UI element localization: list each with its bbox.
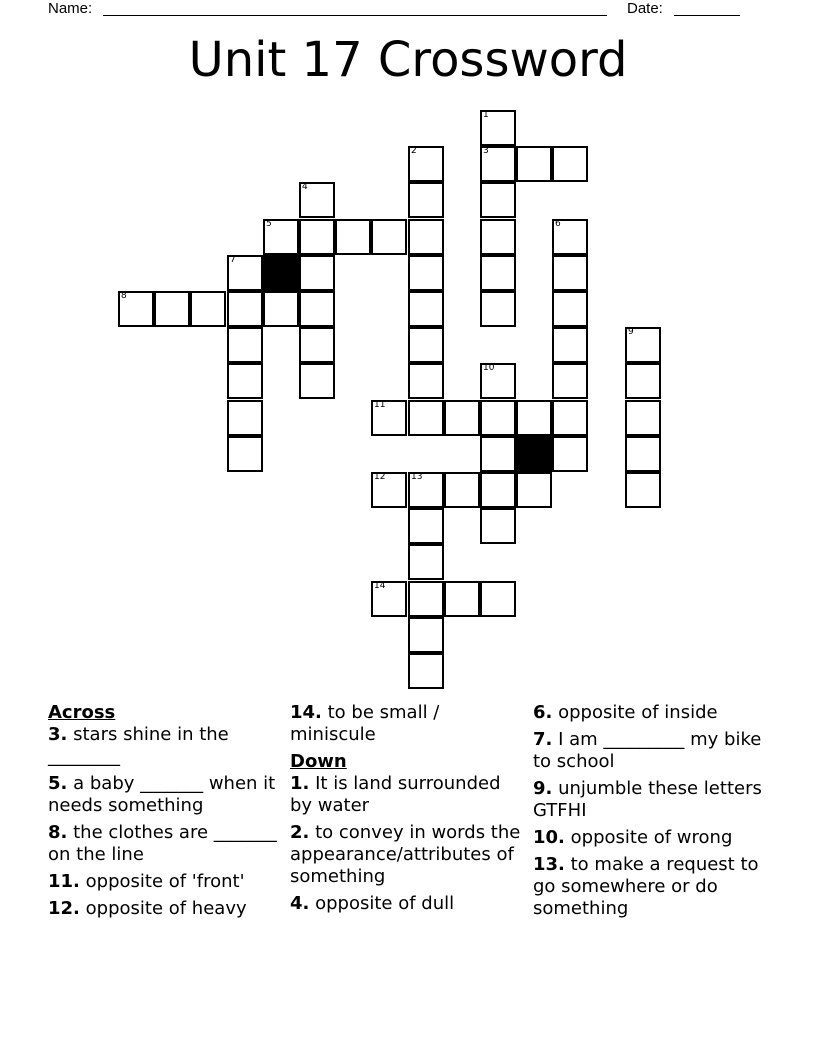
crossword-cell[interactable]: [408, 182, 444, 218]
clue-column-1: [48, 702, 280, 925]
crossword-cell[interactable]: [371, 472, 407, 508]
crossword-cell[interactable]: [552, 400, 588, 436]
crossword-cell[interactable]: [480, 110, 516, 146]
down-clue-10: 10. opposite of wrong: [533, 827, 733, 848]
crossword-cell[interactable]: [263, 219, 299, 255]
black-square: [516, 436, 552, 472]
clue-number: 7: [230, 255, 236, 265]
down-clue-2: 2. to convey in words the appearance/attributes of something: [290, 822, 521, 887]
clue-number: 3: [483, 146, 489, 156]
crossword-cell[interactable]: [371, 581, 407, 617]
crossword-cell[interactable]: [480, 146, 516, 182]
crossword-cell[interactable]: [480, 182, 516, 218]
crossword-cell[interactable]: [371, 400, 407, 436]
crossword-cell[interactable]: [552, 146, 588, 182]
crossword-cell[interactable]: [408, 472, 444, 508]
crossword-cell[interactable]: [625, 472, 661, 508]
crossword-cell[interactable]: [516, 146, 552, 182]
clue-column-2: [290, 702, 526, 920]
across-clue-8: 8. the clothes are _______ on the line: [48, 822, 277, 865]
crossword-cell[interactable]: [480, 508, 516, 544]
crossword-cell[interactable]: [335, 219, 371, 255]
clue-number: 11: [374, 400, 386, 410]
crossword-cell[interactable]: [552, 219, 588, 255]
crossword-cell[interactable]: [516, 472, 552, 508]
crossword-cell[interactable]: [625, 363, 661, 399]
crossword-cell[interactable]: [227, 327, 263, 363]
crossword-cell[interactable]: [480, 363, 516, 399]
crossword-cell[interactable]: [625, 400, 661, 436]
crossword-cell[interactable]: [190, 291, 226, 327]
crossword-cell[interactable]: [444, 472, 480, 508]
crossword-cell[interactable]: [227, 255, 263, 291]
across-clue-5: 5. a baby _______ when it needs something: [48, 773, 276, 816]
down-clue-7: 7. I am _________ my bike to school: [533, 729, 762, 772]
crossword-cell[interactable]: [480, 219, 516, 255]
crossword-cell[interactable]: [408, 581, 444, 617]
down-heading: Down: [290, 751, 347, 772]
crossword-cell[interactable]: [480, 400, 516, 436]
down-clue-4: 4. opposite of dull: [290, 893, 455, 914]
crossword-cell[interactable]: [299, 327, 335, 363]
crossword-cell[interactable]: [480, 291, 516, 327]
clue-number: 12: [374, 472, 386, 482]
crossword-cell[interactable]: [625, 327, 661, 363]
crossword-cell[interactable]: [408, 363, 444, 399]
name-label: Name:: [48, 0, 93, 17]
clue-number: 1: [483, 110, 489, 120]
crossword-cell[interactable]: [299, 219, 335, 255]
clue-number: 4: [302, 182, 308, 192]
header: [0, 0, 816, 22]
crossword-cell[interactable]: [408, 219, 444, 255]
crossword-cell[interactable]: [625, 436, 661, 472]
down-clue-9: 9. unjumble these letters GTFHI: [533, 778, 762, 821]
clue-number: 2: [411, 146, 417, 156]
crossword-cell[interactable]: [299, 291, 335, 327]
date-blank-line[interactable]: [674, 15, 740, 16]
clue-number: 14: [374, 581, 386, 591]
crossword-cell[interactable]: [480, 255, 516, 291]
crossword-cell[interactable]: [227, 363, 263, 399]
crossword-cell[interactable]: [408, 508, 444, 544]
crossword-cell[interactable]: [552, 327, 588, 363]
crossword-cell[interactable]: [444, 400, 480, 436]
crossword-cell[interactable]: [299, 363, 335, 399]
crossword-cell[interactable]: [299, 255, 335, 291]
across-clue-3: 3. stars shine in the ________: [48, 724, 229, 767]
crossword-cell[interactable]: [371, 219, 407, 255]
crossword-cell[interactable]: [299, 182, 335, 218]
crossword-cell[interactable]: [408, 617, 444, 653]
crossword-cell[interactable]: [408, 327, 444, 363]
crossword-cell[interactable]: [444, 581, 480, 617]
crossword-cell[interactable]: [516, 400, 552, 436]
crossword-cell[interactable]: [227, 400, 263, 436]
date-label: Date:: [627, 0, 663, 17]
page-title: Unit 17 Crossword: [188, 32, 628, 88]
crossword-cell[interactable]: [154, 291, 190, 327]
clue-number: 13: [411, 472, 423, 482]
across-clue-12: 12. opposite of heavy: [48, 898, 247, 919]
crossword-cell[interactable]: [263, 291, 299, 327]
crossword-cell[interactable]: [480, 436, 516, 472]
crossword-cell[interactable]: [408, 255, 444, 291]
clue-column-3: [533, 702, 773, 925]
clue-number: 10: [483, 363, 495, 373]
across-heading: Across: [48, 702, 116, 723]
crossword-cell[interactable]: [552, 255, 588, 291]
crossword-cell[interactable]: [118, 291, 154, 327]
crossword-cell[interactable]: [408, 291, 444, 327]
crossword-cell[interactable]: [408, 400, 444, 436]
crossword-cell[interactable]: [408, 544, 444, 580]
crossword-cell[interactable]: [552, 436, 588, 472]
clue-number: 8: [121, 291, 127, 301]
black-square: [263, 255, 299, 291]
down-clue-13: 13. to make a request to go somewhere or do something: [533, 854, 759, 919]
name-blank-line[interactable]: [103, 15, 607, 16]
crossword-cell[interactable]: [227, 436, 263, 472]
crossword-cell[interactable]: [552, 363, 588, 399]
crossword-cell[interactable]: [408, 653, 444, 689]
across-clue-11: 11. opposite of 'front': [48, 871, 245, 892]
crossword-cell[interactable]: [480, 472, 516, 508]
crossword-cell[interactable]: [408, 146, 444, 182]
crossword-cell[interactable]: [480, 581, 516, 617]
clue-number: 9: [628, 327, 634, 337]
clue-number: 5: [266, 219, 272, 229]
crossword-cell[interactable]: [552, 291, 588, 327]
across-clue-14: 14. to be small / miniscule: [290, 702, 440, 745]
down-clue-6: 6. opposite of inside: [533, 702, 718, 723]
clue-number: 6: [555, 219, 561, 229]
down-clue-1: 1. It is land surrounded by water: [290, 773, 501, 816]
crossword-cell[interactable]: [227, 291, 263, 327]
